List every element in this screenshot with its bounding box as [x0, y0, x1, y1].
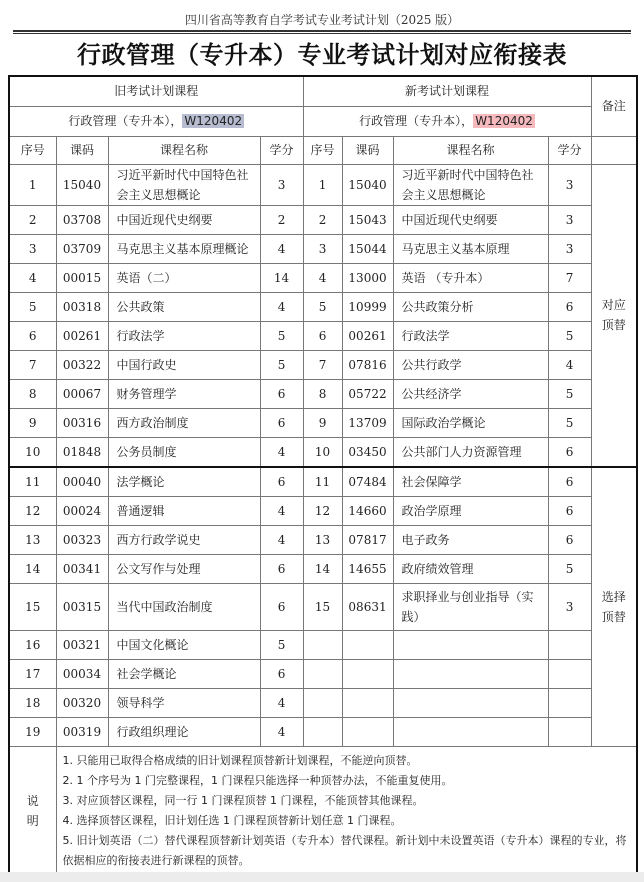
new-name: 公共政策分析: [393, 292, 548, 321]
new-name: 政府绩效管理: [393, 554, 548, 583]
old-no: 5: [9, 292, 56, 321]
old-credit: 2: [260, 205, 303, 234]
new-code: 15043: [342, 205, 393, 234]
new-name: 英语 （专升本）: [393, 263, 548, 292]
old-credit: 5: [260, 321, 303, 350]
old-no: 8: [9, 379, 56, 408]
new-no: 14: [303, 554, 342, 583]
new-major-cell: [303, 106, 591, 136]
old-name: 普通逻辑: [108, 496, 260, 525]
new-name: [393, 717, 548, 746]
old-no: 1: [9, 164, 56, 205]
table-row: [9, 583, 637, 630]
remarks-header: 备注: [591, 76, 637, 136]
old-name: 西方政治制度: [108, 408, 260, 437]
remark-line2: 顶替: [601, 609, 626, 624]
new-no: 7: [303, 350, 342, 379]
new-no: 8: [303, 379, 342, 408]
old-code: 15040: [56, 164, 108, 205]
table-row: [9, 630, 637, 659]
table-row: [9, 164, 637, 205]
old-credit: 4: [260, 688, 303, 717]
old-code: 00320: [56, 688, 108, 717]
old-code: 00040: [56, 467, 108, 497]
notes-label: [9, 746, 56, 876]
new-major-name: 行政管理（专升本），: [359, 114, 474, 128]
table-row: [9, 525, 637, 554]
old-name: 中国近现代史纲要: [108, 205, 260, 234]
new-no: [303, 717, 342, 746]
new-code: 15040: [342, 164, 393, 205]
new-name: 公共部门人力资源管理: [393, 437, 548, 467]
new-credit: 3: [548, 164, 591, 205]
new-major-code: W120402: [475, 114, 533, 128]
new-credit: 6: [548, 437, 591, 467]
col-header-new-name: 课程名称: [393, 136, 548, 164]
new-code: 00261: [342, 321, 393, 350]
old-credit: 4: [260, 234, 303, 263]
new-name: 马克思主义基本原理: [393, 234, 548, 263]
old-code: 03708: [56, 205, 108, 234]
new-plan-header: 新考试计划课程: [303, 76, 591, 106]
old-no: 11: [9, 467, 56, 497]
note-item: 5. 旧计划英语（二）替代课程顶替新计划英语（专升本）替代课程。新计划中未设置英语（专升本）课程的专业，将依据相应的衔接表进行新课程的顶替。: [62, 833, 627, 867]
new-code: 07817: [342, 525, 393, 554]
new-name: 公共经济学: [393, 379, 548, 408]
table-row: [9, 350, 637, 379]
new-no: 9: [303, 408, 342, 437]
new-no: [303, 659, 342, 688]
notes-row: [9, 746, 637, 876]
new-credit: 6: [548, 467, 591, 497]
table-row: [9, 467, 637, 497]
new-code: 14660: [342, 496, 393, 525]
table-row: [9, 437, 637, 467]
table-row: [9, 292, 637, 321]
new-name: [393, 630, 548, 659]
old-name: 马克思主义基本原理概论: [108, 234, 260, 263]
old-credit: 5: [260, 350, 303, 379]
new-name: 习近平新时代中国特色社会主义思想概论: [393, 164, 548, 205]
new-credit: 5: [548, 379, 591, 408]
old-no: 4: [9, 263, 56, 292]
old-code: 00015: [56, 263, 108, 292]
old-name: 财务管理学: [108, 379, 260, 408]
course-mapping-table: [8, 75, 638, 877]
old-credit: 6: [260, 583, 303, 630]
new-credit: 6: [548, 496, 591, 525]
table-row: [9, 263, 637, 292]
old-credit: 4: [260, 717, 303, 746]
old-code: 00024: [56, 496, 108, 525]
old-credit: 3: [260, 164, 303, 205]
old-code: 01848: [56, 437, 108, 467]
old-no: 6: [9, 321, 56, 350]
new-credit: [548, 688, 591, 717]
notes-label-line1: 说: [26, 793, 39, 808]
table-row: [9, 554, 637, 583]
old-no: 9: [9, 408, 56, 437]
new-credit: 6: [548, 525, 591, 554]
old-credit: 6: [260, 659, 303, 688]
old-major-code: W120402: [184, 114, 243, 128]
table-row: [9, 717, 637, 746]
new-no: 15: [303, 583, 342, 630]
new-no: [303, 688, 342, 717]
table-row: [9, 659, 637, 688]
old-code: 00319: [56, 717, 108, 746]
remark-corresponding-replace: [591, 164, 637, 467]
new-credit: 3: [548, 234, 591, 263]
new-code: 15044: [342, 234, 393, 263]
new-credit: [548, 630, 591, 659]
notes-label-line2: 明: [26, 813, 39, 828]
old-credit: 6: [260, 554, 303, 583]
old-name: 公文写作与处理: [108, 554, 260, 583]
remark-line2: 顶替: [601, 318, 626, 332]
old-code: 00315: [56, 583, 108, 630]
new-name: 公共行政学: [393, 350, 548, 379]
new-no: [303, 630, 342, 659]
note-item: 1. 只能用已取得合格成绩的旧计划课程顶替新计划课程，不能逆向顶替。: [62, 753, 418, 767]
table-row: [9, 205, 637, 234]
old-plan-header: 旧考试计划课程: [9, 76, 303, 106]
col-header-new-no: 序号: [303, 136, 342, 164]
new-code: [342, 630, 393, 659]
old-no: 15: [9, 583, 56, 630]
table-row: [9, 379, 637, 408]
new-no: 5: [303, 292, 342, 321]
new-name: 行政法学: [393, 321, 548, 350]
document-header: 四川省高等教育自学考试专业考试计划（2025 版）: [184, 13, 460, 27]
old-name: 习近平新时代中国特色社会主义思想概论: [108, 164, 260, 205]
old-credit: 14: [260, 263, 303, 292]
old-credit: 6: [260, 379, 303, 408]
old-code: 00316: [56, 408, 108, 437]
old-name: 公务员制度: [108, 437, 260, 467]
old-code: 00034: [56, 659, 108, 688]
new-credit: [548, 659, 591, 688]
new-name: 国际政治学概论: [393, 408, 548, 437]
table-row: [9, 234, 637, 263]
col-header-remarks-blank: [591, 136, 637, 164]
old-no: 18: [9, 688, 56, 717]
old-no: 12: [9, 496, 56, 525]
table-row: [9, 321, 637, 350]
old-code: 00322: [56, 350, 108, 379]
old-name: 法学概论: [108, 467, 260, 497]
old-major-name: 行政管理（专升本），: [68, 114, 183, 128]
old-no: 7: [9, 350, 56, 379]
page-title: 行政管理（专升本）专业考试计划对应衔接表: [77, 40, 567, 69]
old-no: 13: [9, 525, 56, 554]
new-code: 03450: [342, 437, 393, 467]
old-no: 14: [9, 554, 56, 583]
note-item: 4. 选择顶替区课程，旧计划任选 1 门课程顶替新计划任意 1 门课程。: [62, 813, 402, 827]
old-code: 00321: [56, 630, 108, 659]
new-credit: 5: [548, 408, 591, 437]
old-credit: 4: [260, 292, 303, 321]
col-header-old-code: 课码: [56, 136, 108, 164]
new-credit: 5: [548, 321, 591, 350]
col-header-new-credit: 学分: [548, 136, 591, 164]
old-name: 西方行政学说史: [108, 525, 260, 554]
col-header-old-credit: 学分: [260, 136, 303, 164]
old-no: 3: [9, 234, 56, 263]
remark-line1: 对应: [601, 298, 626, 312]
new-code: [342, 688, 393, 717]
new-name: [393, 659, 548, 688]
old-no: 17: [9, 659, 56, 688]
old-code: 00341: [56, 554, 108, 583]
new-code: 13000: [342, 263, 393, 292]
new-code: 07816: [342, 350, 393, 379]
new-name: 政治学原理: [393, 496, 548, 525]
note-item: 2. 1 个序号为 1 门完整课程，1 门课程只能选择一种顶替办法，不能重复使用。: [62, 773, 453, 787]
old-no: 2: [9, 205, 56, 234]
new-name: 社会保障学: [393, 467, 548, 497]
new-name: 电子政务: [393, 525, 548, 554]
new-no: 11: [303, 467, 342, 497]
old-name: 当代中国政治制度: [108, 583, 260, 630]
remark-selective-replace: [591, 467, 637, 747]
old-code: 00318: [56, 292, 108, 321]
old-name: 行政组织理论: [108, 717, 260, 746]
new-code: 14655: [342, 554, 393, 583]
new-code: 07484: [342, 467, 393, 497]
old-credit: 5: [260, 630, 303, 659]
old-name: 英语（二）: [108, 263, 260, 292]
new-name: 中国近现代史纲要: [393, 205, 548, 234]
new-code: 10999: [342, 292, 393, 321]
new-code: 08631: [342, 583, 393, 630]
new-code: [342, 659, 393, 688]
old-credit: 4: [260, 496, 303, 525]
old-major-cell: [9, 106, 303, 136]
new-credit: 3: [548, 583, 591, 630]
old-credit: 4: [260, 437, 303, 467]
new-credit: 4: [548, 350, 591, 379]
new-no: 12: [303, 496, 342, 525]
old-no: 19: [9, 717, 56, 746]
old-name: 社会学概论: [108, 659, 260, 688]
old-name: 领导科学: [108, 688, 260, 717]
new-code: 13709: [342, 408, 393, 437]
remark-line1: 选择: [601, 589, 626, 604]
old-code: 00323: [56, 525, 108, 554]
old-name: 公共政策: [108, 292, 260, 321]
old-code: 00261: [56, 321, 108, 350]
new-no: 4: [303, 263, 342, 292]
new-no: 10: [303, 437, 342, 467]
old-name: 中国行政史: [108, 350, 260, 379]
new-credit: [548, 717, 591, 746]
old-name: 中国文化概论: [108, 630, 260, 659]
col-header-new-code: 课码: [342, 136, 393, 164]
old-no: 10: [9, 437, 56, 467]
old-credit: 4: [260, 525, 303, 554]
col-header-old-name: 课程名称: [108, 136, 260, 164]
page-bottom-margin: [0, 872, 644, 882]
old-no: 16: [9, 630, 56, 659]
new-no: 2: [303, 205, 342, 234]
old-code: 00067: [56, 379, 108, 408]
old-code: 03709: [56, 234, 108, 263]
new-code: 05722: [342, 379, 393, 408]
table-row: [9, 496, 637, 525]
header-divider: [13, 30, 631, 34]
new-no: 6: [303, 321, 342, 350]
old-name: 行政法学: [108, 321, 260, 350]
new-name: [393, 688, 548, 717]
new-name: 求职择业与创业指导（实践）: [393, 583, 548, 630]
new-credit: 5: [548, 554, 591, 583]
new-no: 1: [303, 164, 342, 205]
new-no: 3: [303, 234, 342, 263]
old-credit: 6: [260, 467, 303, 497]
notes-content: [56, 746, 637, 876]
table-row: [9, 688, 637, 717]
new-credit: 3: [548, 205, 591, 234]
new-credit: 7: [548, 263, 591, 292]
table-row: [9, 408, 637, 437]
new-credit: 6: [548, 292, 591, 321]
new-code: [342, 717, 393, 746]
new-no: 13: [303, 525, 342, 554]
old-credit: 6: [260, 408, 303, 437]
note-item: 3. 对应顶替区课程，同一行 1 门课程顶替 1 门课程，不能顶替其他课程。: [62, 793, 424, 807]
col-header-old-no: 序号: [9, 136, 56, 164]
